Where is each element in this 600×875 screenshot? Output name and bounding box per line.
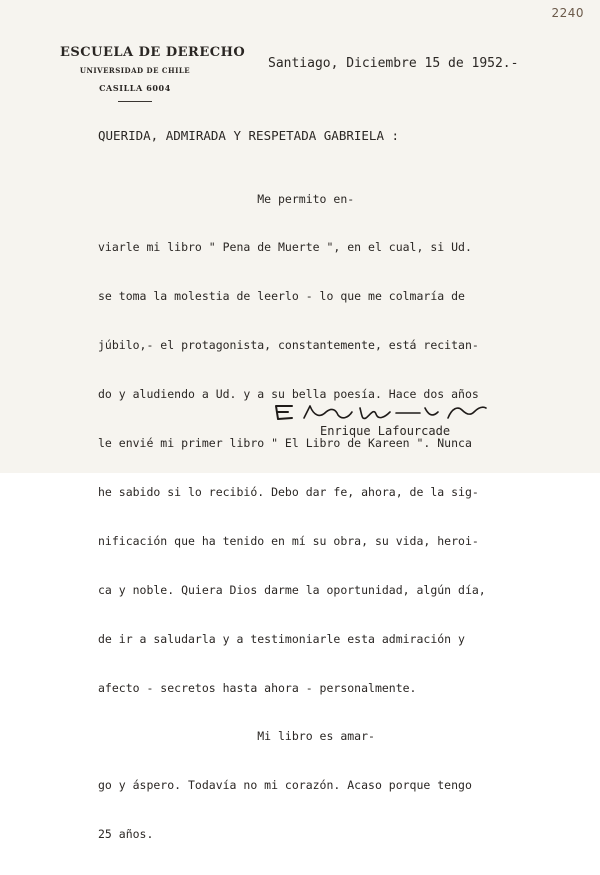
- body-line: 25 años.: [98, 827, 154, 842]
- body-line: he sabido si lo recibió. Debo dar fe, ahora, de la sig-: [98, 484, 479, 499]
- letterhead-university: UNIVERSIDAD DE CHILE: [79, 66, 191, 75]
- body-line: Mi libro es amar-: [98, 729, 375, 744]
- body-line: viarle mi libro " Pena de Muerte ", en el cual, si Ud.: [98, 240, 472, 255]
- body-line: Me permito en-: [98, 191, 355, 206]
- body-line: júbilo,- el protagonista, constantemente, está recitan-: [98, 338, 479, 353]
- body-line: de ir a saludarla y a testimoniarle esta admiración y: [98, 631, 465, 646]
- letterhead-casilla: CASILLA 6004: [99, 83, 171, 93]
- body-line: le envié mi primer libro " El Libro de Kareen ". Nunca: [98, 436, 472, 451]
- letterhead: [60, 44, 246, 102]
- body-line: afecto - secretos hasta ahora - personalmente.: [98, 680, 417, 695]
- letter-date: Santiago, Diciembre 15 de 1952.-: [268, 56, 519, 71]
- body-line: ca y noble. Quiera Dios darme la oportunidad, algún día,: [98, 582, 486, 597]
- letter-body: [98, 158, 486, 875]
- signature-name: Enrique Lafourcade: [320, 424, 451, 438]
- archive-number: 2240: [551, 6, 584, 20]
- letterhead-school: ESCUELA DE DERECHO: [60, 45, 246, 60]
- body-line: go y áspero. Todavía no mi corazón. Acaso porque tengo: [98, 778, 472, 793]
- body-line: nificación que ha tenido en mí su obra, su vida, heroi-: [98, 533, 479, 548]
- letterhead-divider: [118, 101, 152, 102]
- handwritten-signature: [270, 400, 500, 424]
- salutation: QUERIDA, ADMIRADA Y RESPETADA GABRIELA :: [98, 128, 400, 143]
- body-line: do y aludiendo a Ud. y a su bella poesía. Hace dos años: [98, 387, 479, 402]
- body-line: se toma la molestia de leerlo - lo que me colmaría de: [98, 289, 465, 304]
